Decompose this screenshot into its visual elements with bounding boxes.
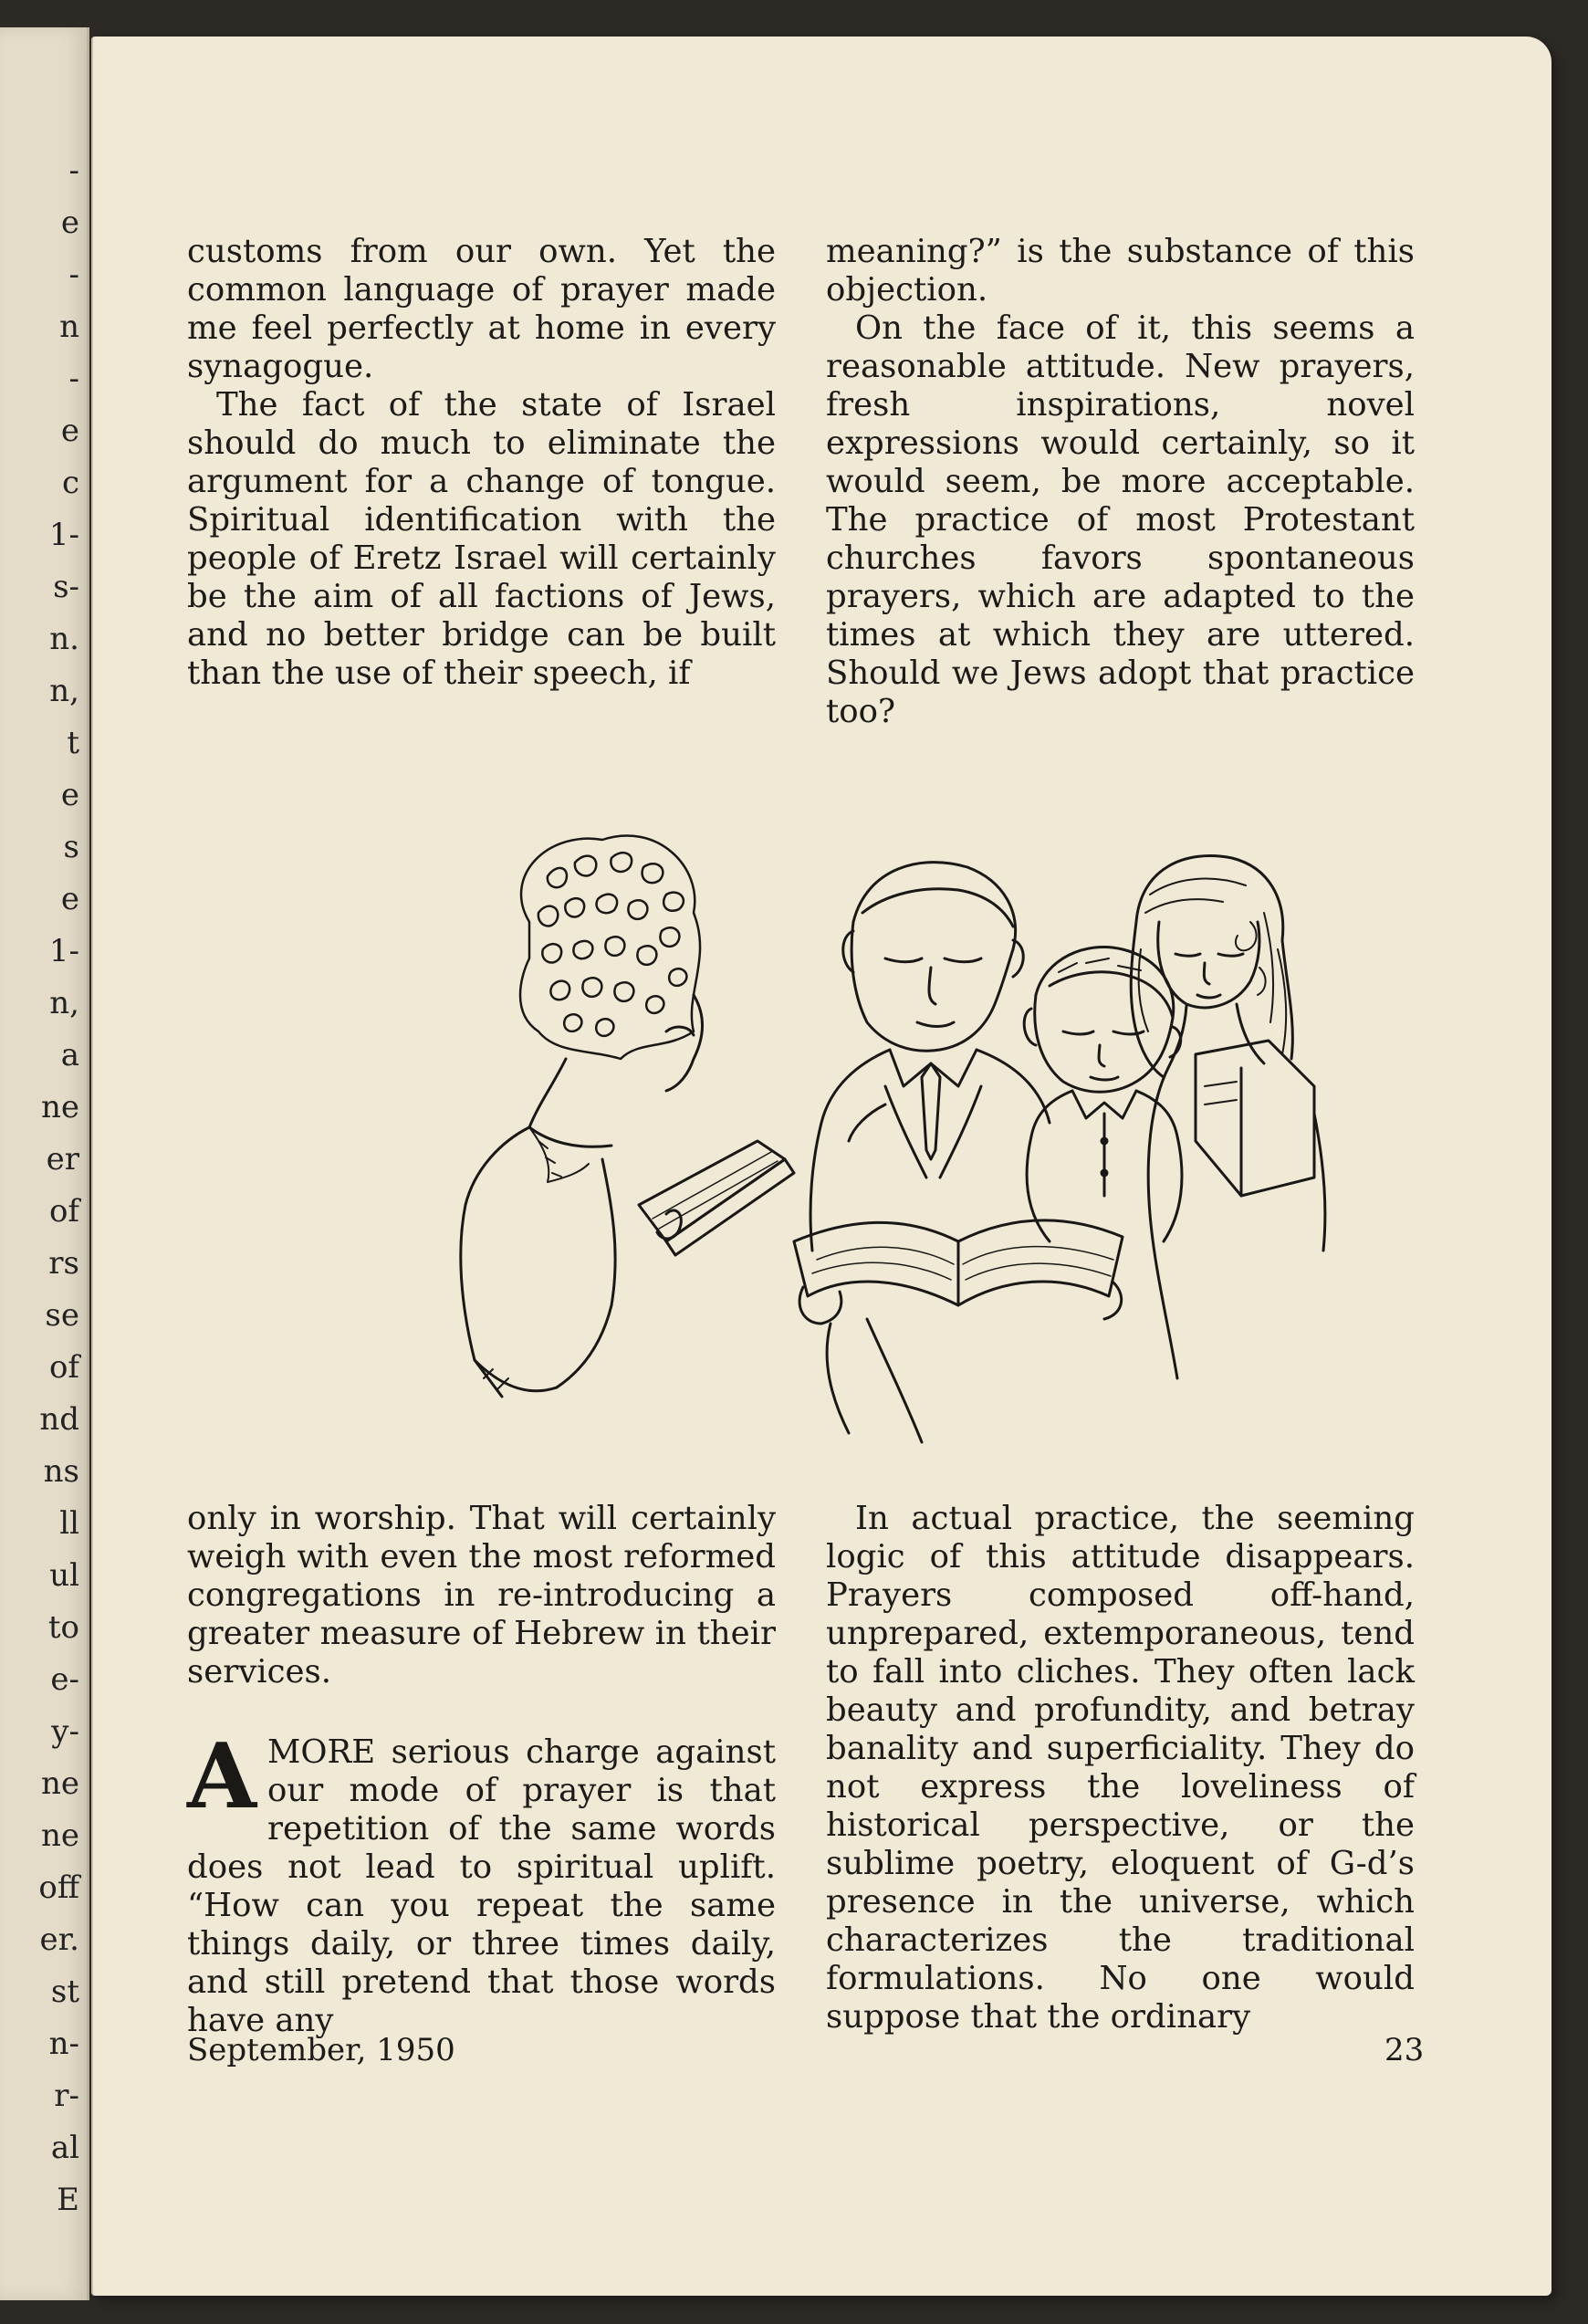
left-page-fragment: s bbox=[63, 829, 79, 865]
illustration-family-reading-prayer-books bbox=[392, 812, 1351, 1470]
left-page-fragment: se bbox=[45, 1297, 79, 1334]
left-page-fragment: e- bbox=[50, 1661, 79, 1698]
left-page-fragment: - bbox=[68, 152, 79, 189]
left-page-fragment: s- bbox=[53, 569, 79, 605]
column-left-top bbox=[187, 233, 776, 693]
left-page-fragment: ne bbox=[40, 1765, 79, 1802]
column-left-bottom bbox=[187, 1500, 776, 2040]
right-top-paragraph: meaning?” is the substance of this objection. bbox=[826, 233, 1415, 309]
left-page-fragment: n. bbox=[49, 621, 79, 657]
column-right-top bbox=[826, 233, 1415, 731]
left-page-fragment: e bbox=[60, 204, 79, 241]
paragraph-gap bbox=[187, 1691, 776, 1733]
left-page-fragment: ne bbox=[40, 1817, 79, 1854]
left-page-fragment: - bbox=[68, 256, 79, 293]
left-bottom-paragraph: only in worship. That will certainly weigh with even the most reformed congregations in re-introducing a greater measure of Hebrew in their services. bbox=[187, 1500, 776, 1691]
left-facing-page bbox=[0, 27, 89, 2300]
left-page-fragment: e bbox=[60, 413, 79, 449]
left-page-fragment: ne bbox=[40, 1089, 79, 1125]
girl-figure bbox=[1131, 856, 1325, 1378]
left-page-fragment: nd bbox=[39, 1401, 79, 1438]
left-page-fragment: of bbox=[48, 1193, 79, 1230]
footer-date: September, 1950 bbox=[187, 2032, 455, 2068]
right-bottom-paragraph: In actual practice, the seeming logic of this attitude disappears. Prayers composed off-hand, unprepared, extemporaneous, tend to fall into cliches. They often lack beauty and profundity, and betray banality and superficiality. They do not express the loveliness of historical perspective, or the sublime poetry, eloquent of G-d’s presence in the universe, which characterizes the traditional formulations. No one would suppose that the ordinary bbox=[826, 1500, 1415, 2036]
footer-page-number: 23 bbox=[1384, 2032, 1425, 2068]
left-page-fragment: rs bbox=[48, 1245, 79, 1282]
left-page-fragment: 1- bbox=[48, 933, 79, 969]
left-page-fragment: y- bbox=[51, 1713, 79, 1750]
left-page-fragment: n- bbox=[48, 2026, 79, 2062]
left-page-fragment: er. bbox=[39, 1921, 79, 1958]
left-page-fragment: of bbox=[48, 1349, 79, 1386]
left-page-fragment: a bbox=[60, 1037, 79, 1073]
right-top-paragraph: On the face of it, this seems a reasonable attitude. New prayers, fresh inspirations, novel expressions would certainly, so it would seem, be more acceptable. The practice of most Protestant churches favors spontaneous prayers, which are adapted to the times at which they are uttered. Should we Jews adopt that practice too? bbox=[826, 309, 1415, 730]
left-page-fragment: al bbox=[50, 2130, 79, 2166]
woman-figure bbox=[461, 835, 794, 1397]
magazine-page bbox=[91, 37, 1551, 2296]
left-page-fragment: n bbox=[59, 309, 79, 345]
left-page-fragment: r- bbox=[54, 2078, 79, 2114]
left-page-fragment: ns bbox=[43, 1453, 79, 1490]
left-page-fragment: er bbox=[46, 1141, 79, 1178]
left-page-fragment: n, bbox=[49, 985, 79, 1021]
left-page-fragment: ul bbox=[49, 1557, 79, 1594]
left-page-fragment: st bbox=[50, 1973, 79, 2010]
dropcap-paragraph-text: MORE serious charge against our mode of prayer is that repetition of the same words does not lead to spiritual uplift. “How can you repeat the same things daily, or three times daily, and still pretend that those words have any bbox=[187, 1733, 776, 2039]
left-page-fragment: 1- bbox=[48, 517, 79, 553]
left-page-fragment: to bbox=[47, 1609, 79, 1646]
left-page-fragment: c bbox=[61, 465, 79, 501]
dropcap-paragraph bbox=[187, 1724, 776, 2040]
left-page-fragment: e bbox=[60, 777, 79, 813]
left-top-paragraph: customs from our own. Yet the common language of prayer made me feel perfectly at home in every synagogue. bbox=[187, 233, 776, 385]
left-page-fragment: ll bbox=[59, 1505, 79, 1542]
left-page-fragment: n, bbox=[49, 673, 79, 709]
left-page-fragment: e bbox=[60, 881, 79, 917]
left-page-fragment: - bbox=[68, 361, 79, 397]
dropcap-letter: A bbox=[187, 1724, 257, 1829]
left-page-fragment: E bbox=[57, 2182, 79, 2218]
left-top-paragraph: The fact of the state of Israel should do much to eliminate the argument for a change of tongue. Spiritual identification with the people of Eretz Israel will certainly be the aim of all factions of Jews, and no better bridge can be built than the use of their speech, if bbox=[187, 386, 776, 692]
column-right-bottom bbox=[826, 1500, 1415, 2036]
left-page-fragment: t bbox=[67, 725, 79, 761]
man-figure bbox=[794, 863, 1123, 1442]
left-page-fragment: off bbox=[38, 1869, 79, 1906]
